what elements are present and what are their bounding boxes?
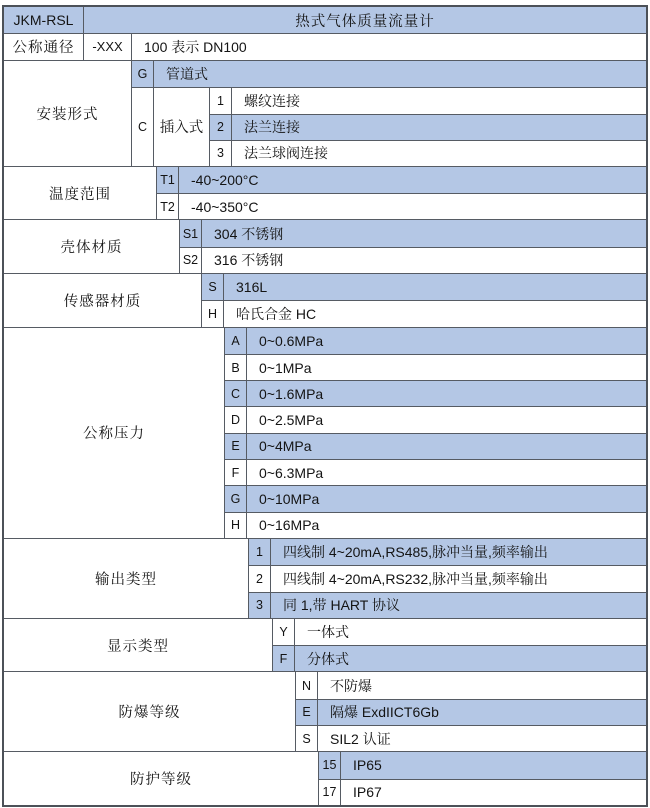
option-row [225, 433, 646, 459]
insert-type-group [132, 87, 646, 166]
option-code: 2 [249, 566, 271, 591]
option-row [296, 672, 646, 698]
section-install-type [4, 60, 646, 166]
option-code: T2 [157, 194, 179, 219]
option-value: 法兰连接 [244, 119, 300, 136]
option-code: Y [273, 619, 295, 645]
option-value: 隔爆 ExdIICT6Gb [330, 704, 439, 721]
option-code: 3 [249, 593, 271, 618]
option-row [180, 247, 646, 273]
option-code: 2 [210, 115, 232, 140]
option-code: C [132, 88, 154, 166]
section-label: 输出类型 [4, 539, 249, 618]
section-housing-material [4, 219, 646, 273]
option-value: 316 不锈钢 [214, 252, 284, 269]
section-explosion-proof-rating [4, 671, 646, 751]
option-value: SIL2 认证 [330, 730, 391, 747]
option-value: 0~16MPa [259, 517, 320, 534]
option-value: 0~0.6MPa [259, 332, 324, 349]
option-row [296, 725, 646, 751]
option-row [296, 699, 646, 725]
insert-type-label: 插入式 [154, 88, 210, 166]
option-code: 15 [319, 752, 341, 778]
option-row [157, 167, 646, 193]
option-value: 四线制 4~20mA,RS485,脉冲当量,频率输出 [283, 544, 548, 561]
option-code: 1 [210, 88, 232, 114]
option-value: -40~350°C [191, 198, 259, 215]
option-code: F [273, 646, 295, 671]
option-value: 同 1,带 HART 协议 [283, 597, 400, 614]
section-label: 壳体材质 [4, 220, 180, 273]
option-row [273, 645, 646, 671]
option-value: 不防爆 [330, 677, 372, 694]
option-value: 0~1.6MPa [259, 385, 324, 402]
option-row [180, 220, 646, 246]
option-value: 管道式 [166, 65, 208, 82]
section-temperature-range [4, 166, 646, 220]
option-row [210, 114, 646, 140]
option-code: F [225, 460, 247, 485]
section-nominal-pressure [4, 327, 646, 538]
section-output-type [4, 538, 646, 618]
option-code: B [225, 355, 247, 380]
diameter-code: -XXX [84, 34, 132, 59]
section-label: 显示类型 [4, 619, 273, 672]
option-row [225, 328, 646, 354]
section-label: 防护等级 [4, 752, 319, 805]
option-row [225, 406, 646, 432]
option-value: 四线制 4~20mA,RS232,脉冲当量,频率输出 [283, 570, 548, 587]
option-code: S [202, 274, 224, 300]
option-code: N [296, 672, 318, 698]
option-value: IP65 [353, 757, 382, 774]
option-value: 法兰球阀连接 [244, 145, 328, 162]
option-value: 0~1MPa [259, 359, 312, 376]
option-code: D [225, 407, 247, 432]
section-label: 温度范围 [4, 167, 157, 220]
section-label: 安装形式 [4, 61, 132, 166]
diameter-desc: 100 表示 DN100 [144, 38, 247, 55]
option-value: 螺纹连接 [244, 92, 300, 109]
option-value: 0~10MPa [259, 490, 320, 507]
option-value: 一体式 [307, 623, 349, 640]
option-code: S [296, 726, 318, 751]
section-protection-rating [4, 751, 646, 805]
option-value: 316L [236, 279, 268, 296]
option-value: 0~4MPa [259, 438, 312, 455]
diameter-label: 公称通径 [4, 34, 84, 59]
header-row [4, 7, 646, 33]
option-code: S1 [180, 220, 202, 246]
option-row [225, 354, 646, 380]
option-code: E [225, 434, 247, 459]
option-code: S2 [180, 248, 202, 273]
option-row [210, 88, 646, 114]
option-row [132, 61, 646, 87]
option-value: 304 不锈钢 [214, 225, 284, 242]
option-row [210, 140, 646, 166]
option-code: A [225, 328, 247, 354]
option-row [225, 485, 646, 511]
option-code: E [296, 700, 318, 725]
option-value: -40~200°C [191, 171, 259, 188]
option-code: 17 [319, 780, 341, 805]
option-row [273, 619, 646, 645]
option-row [319, 779, 646, 805]
option-value: 0~6.3MPa [259, 464, 324, 481]
option-value: IP67 [353, 784, 382, 801]
option-code: G [225, 486, 247, 511]
table-title: 热式气体质量流量计 [295, 13, 435, 30]
option-code: H [225, 513, 247, 538]
option-value: 分体式 [307, 650, 349, 667]
section-label: 防爆等级 [4, 672, 296, 751]
option-row [157, 193, 646, 219]
option-value: 0~2.5MPa [259, 412, 324, 429]
option-code: T1 [157, 167, 179, 193]
section-label: 传感器材质 [4, 274, 202, 327]
option-code: 3 [210, 141, 232, 166]
section-label: 公称压力 [4, 328, 225, 538]
model-code: JKM-RSL [4, 7, 84, 33]
option-row [225, 459, 646, 485]
option-code: G [132, 61, 154, 87]
option-row [249, 565, 646, 591]
option-code: H [202, 301, 224, 326]
model-selection-table [2, 5, 648, 807]
option-code: 1 [249, 539, 271, 565]
option-row [202, 300, 646, 326]
option-row [249, 592, 646, 618]
option-row [225, 512, 646, 538]
option-row [319, 752, 646, 778]
option-value: 哈氏合金 HC [236, 305, 317, 322]
section-sensor-material [4, 273, 646, 327]
option-row [249, 539, 646, 565]
option-row [202, 274, 646, 300]
option-code: C [225, 381, 247, 406]
option-row [225, 380, 646, 406]
diameter-row [4, 33, 646, 59]
section-display-type [4, 618, 646, 672]
